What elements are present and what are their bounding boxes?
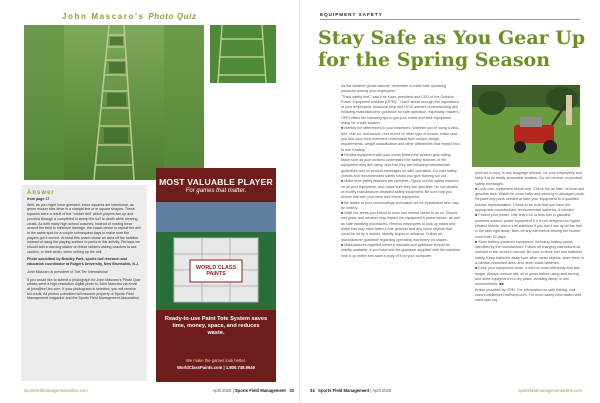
right-folio: 34 Sports Field Management | April 2025 sportsfieldmanagementonline.com [310, 388, 582, 393]
right-folio-publication: Sports Field Management [318, 388, 370, 393]
author-bio: John Mascaro is president of Turf-Tec International [27, 269, 108, 274]
answer-sidebar [21, 185, 147, 381]
ad-contact-link[interactable]: WorldClassPaints.com | 1.800.748.9649 [177, 365, 255, 370]
article-paragraph: ■ Review equipment with your crews before the season gets rolling. Make sure all your workers understand the safety features of the equipment they are using, and that they are following manufacturer guidelines and on product messages for safe operation. Go over safety checks and recommended safety tracks you give training roll out. [341, 152, 457, 179]
photo-credit: Photo submitted by Bradley Park, sports turf research and education coordinator at Rutgers University, New Brunswick, N.J. [27, 257, 139, 267]
answer-body: Well, as you might have guessed, these squares are intentional, as green mower tiles drive in a straight line or in square shapes. These squares were a result of the "rubber drill" which players line up and proceed through a completed to stomp the turf to death while wearing cleats. As with many high school coaches, instead of moving wear around the field to minimize damage, the coach chose to repeat the drill in the same spot for a couple subsequent days to make sure the players got it correct. At least this coach chose an area off the sideline instead of using the playing surface to perform this activity. Perhaps we should add a warning sticker on these ladders asking coaches to use caution, or their wrath, when setting up the drill. [27, 202, 141, 254]
right-folio-issue: April 2025 [372, 388, 392, 393]
article-paragraph: ■ Look over equipment before use. Check the air filter, oil level and gasoline tank. Watch for loose belts and missing or damaged parts. Replace any parts needed or take your equipment to a qualified service representative. Check to be sure that you have the appropriate manufacturer-recommended batteries, if needed. [475, 186, 585, 213]
left-folio-publication: Sports Field Management [234, 388, 286, 393]
left-folio-url[interactable]: sportsfieldmanagementonline.com [24, 388, 88, 393]
article-paragraph: Article provided by OPEI. For information on safe fueling, visit www.LookBeforeYouPump.com. For more safety information visit www.opei.org. [475, 287, 582, 303]
ad-headline: MOST VALUABLE PLAYER [159, 177, 273, 187]
section-label: EQUIPMENT SAFETY [320, 12, 383, 17]
article-paragraph: OPEI offers the following tips to get your crews and their equipment ready for a safe season: [341, 115, 451, 126]
article-paragraph: ■ Make sure safety features are operable. Figure out the safety features on all your equipment, and make sure they are operable. Do not disable or modify manufacturer-installed safety equipment. Be sure that you review this with your crew and check equipment. [341, 179, 459, 200]
article-paragraph: ■ Manufacturer-supplied owner's manuals and guidance should be readily available. If you have lost the guidance supplied with the machine, look it up online and save a copy of it on your computer, [341, 242, 461, 258]
photo-quiz-header [62, 12, 197, 21]
ad-subhead: For games that matter. [185, 188, 247, 194]
lawn-mower-photo [472, 85, 580, 167]
turf-ladder-photo [24, 25, 204, 180]
article-paragraph: ■ Identify the differences in your machines. Whether you're using a zero-turn, ride-on, mid-mount, rear-mount or other type of mower, make sure you and your crew members understand their unique design, requirements, weight classification and other differences that impact how to use it safely. [341, 126, 460, 152]
left-page-number: 33 [289, 388, 294, 393]
article-paragraph: As the weather grows warmer, remember to instill safe operating practices among your employees. [341, 84, 447, 94]
quiz-header-title: Photo Quiz [148, 12, 197, 21]
quiz-header-name: John Mascaro's [62, 12, 145, 21]
turf-ladder-photo-art [24, 25, 204, 180]
section-rule [320, 19, 580, 20]
paint-tote-image-art [156, 202, 276, 310]
paint-tote-image [156, 202, 276, 310]
article-paragraph: ■ Protect your power. Use only E10 or less fuel in gasoline-powered outdoor power equipment if it is not designed for higher ethanol blends. Add a fuel stabilizer if you don't use up all the fuel in the tank right away. Burn off any fuel before storing the mower more than 30 days. [475, 213, 582, 239]
answer-lede: from page 17 [27, 197, 50, 201]
right-folio-url[interactable]: sportsfieldmanagementonline.com [518, 388, 582, 393]
submission-footnote: If you would like to submit a photograph for John Mascaro's Photo Quiz please send a high-resolution digital photo to John Mascaro via email at john@turf-tec.com. If your photograph is selected, you will receive full credit. All photos submitted will become property of Sports Field Management magazine and the Sports Field Management Association. [27, 277, 141, 301]
article-paragraph: ■ Keep your equipment clean. It will run more efficiently and last longer. Always remove dirt, oil or grass before using and storing, and store equipment in a dry place, avoiding damp or wet environments. ■■ [475, 266, 580, 287]
article-headline: Stay Safe as You Gear Up for the Spring Season [318, 27, 586, 71]
article-column-1 [341, 84, 461, 380]
lawn-mower-photo-art [472, 85, 580, 167]
ad-brand-wordmark: WORLD CLASS PAINTS [195, 265, 237, 277]
left-folio-issue: April 2025 [212, 388, 232, 393]
right-page-number: 34 [310, 388, 315, 393]
article-paragraph: ■ Be aware of your surroundings and watch out for bystanders who may be nearby. [341, 200, 459, 210]
article-paragraph: ■ Store battery-powered equipment, including battery packs specified by the manufacturer. Follow all charging instructions as outlined in the owner's manual. Be sure to store fuel and batteries safely. Keep batteries away from other metal objects; store them in a climate-controlled area, and never stack batteries. [475, 239, 584, 266]
article-column-2 [475, 171, 585, 380]
ad-tagline: We make the games look better. [186, 358, 246, 363]
ad-body: Ready-to-use Paint Tote System saves time, money, space, and reduces waste. [164, 316, 268, 336]
article-paragraph: ■ Walk the areas you intend to mow and remind crews to do so. Slopes, wet grass and weather may impact the equipment's performance, as well as safe handling procedures. Remind employees to pick up sticks and limbs that may have fallen in the grounds and any loose objects that could be hit by a mower. Identify slopes in advance. Follow all manufacturer guidance regarding operating machinery on slopes. [341, 211, 460, 242]
turf-closeup-photo-art [210, 25, 276, 83]
world-class-paints-ad[interactable] [156, 168, 276, 382]
article-paragraph: print out a copy, in any language needed, for your employees and keep it in an easily accessible location. Do not remove on-product safety messages. [475, 171, 583, 186]
turf-closeup-photo [210, 25, 276, 83]
answer-heading: Answer [27, 190, 55, 196]
article-paragraph: "Think safety first," said Kris Kiser, president and CEO of the Outdoor Power Equipment Institute (OPEI). "I can't stress enough the importance of your employees, seasonal help and H2-B workers understanding and following manufacturers' guidance for safe operation, especially mowers." [341, 94, 461, 115]
left-folio: sportsfieldmanagementonline.com April 2025 | Sports Field Management 33 [24, 388, 294, 393]
right-magazine-page [300, 0, 600, 403]
